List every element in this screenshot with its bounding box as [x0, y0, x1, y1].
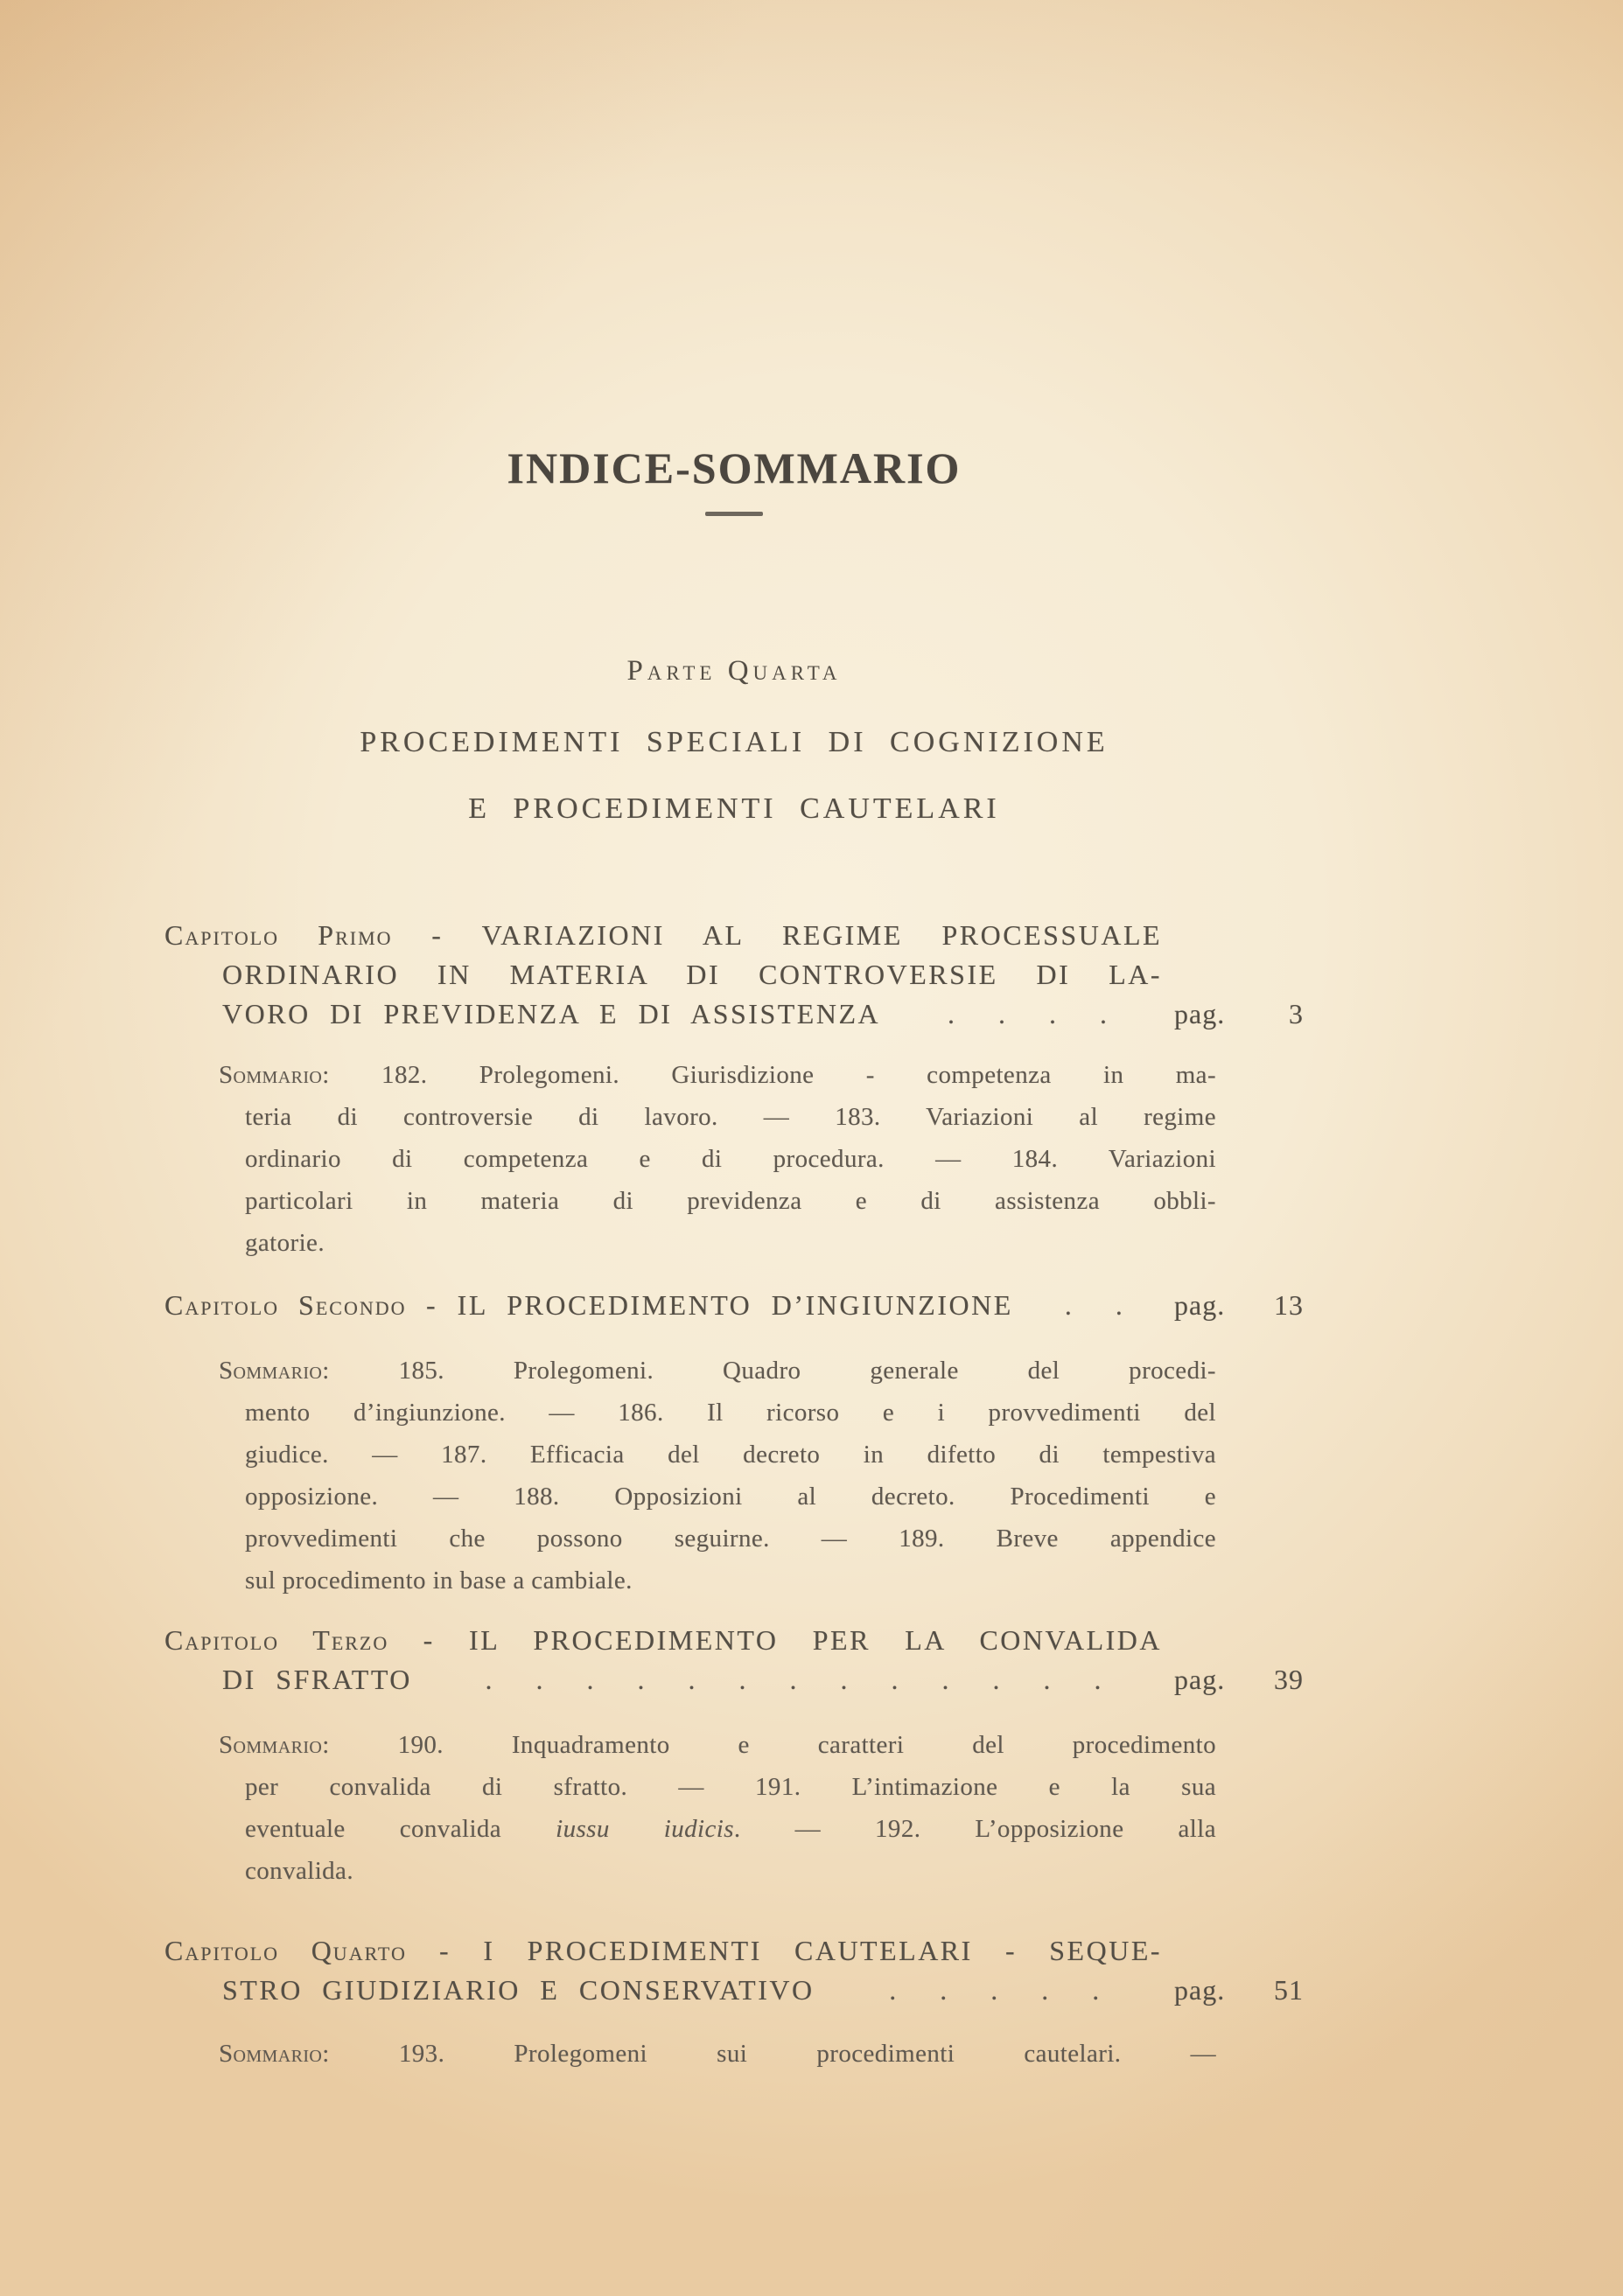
summary-line: [219, 1724, 1216, 1766]
summary-line: convalida.: [245, 1857, 353, 1885]
leader-dots: . .: [1064, 1289, 1123, 1321]
summary-line: mento d’ingiunzione. — 186. Il ricorso e i provvedimenti del: [245, 1399, 1216, 1427]
chapter-summary: [219, 1350, 1216, 1602]
chapter-entry-4: [164, 1931, 1304, 2075]
summary-line: [219, 1350, 1216, 1392]
summary-latin-phrase: iussu iudicis: [556, 1815, 734, 1843]
summary-line: per convalida di sfratto. — 191. L’intimazione e la sua: [245, 1773, 1216, 1801]
page-label: pag.: [1174, 1974, 1226, 2006]
chapter-summary: [219, 1724, 1216, 1892]
chapter-entry-2: [164, 1286, 1304, 1602]
chapter-heading-dotted-line: [164, 1971, 1304, 2010]
page-label: pag.: [1174, 998, 1226, 1029]
summary-text: . — 192. L’opposizione alla: [733, 1815, 1216, 1843]
summary-text: 193. Prolegomeni sui procedimenti cautelari. —: [398, 2040, 1217, 2068]
summary-line: giudice. — 187. Efficacia del decreto in difetto di tempestiva: [245, 1441, 1216, 1469]
chapter-heading-dotted-line: [164, 1286, 1304, 1325]
chapter-entry-3: [164, 1621, 1304, 1892]
summary-line: particolari in materia di previdenza e di assistenza obbli-: [245, 1187, 1216, 1215]
summary-line: gatorie.: [245, 1229, 325, 1257]
chapter-separator: -: [431, 919, 444, 951]
chapter-title-text: VARIAZIONI AL REGIME PROCESSUALE: [481, 919, 1163, 951]
chapter-title-text: DI SFRATTO: [222, 1664, 412, 1695]
chapter-title-text: Capitolo Secondo - IL PROCEDIMENTO D’INGIUNZIONE: [164, 1289, 1013, 1321]
summary-label: Sommario:: [219, 1731, 330, 1759]
part-title-line-2: E PROCEDIMENTI CAUTELARI: [468, 792, 1000, 825]
chapter-entry-1: [164, 916, 1304, 1264]
page-number: 51: [1274, 1974, 1304, 2006]
page-label: pag.: [1174, 1289, 1226, 1321]
summary-label: Sommario:: [219, 1061, 330, 1089]
summary-label: Sommario:: [219, 1357, 330, 1385]
chapter-heading-line: ORDINARIO IN MATERIA DI CONTROVERSIE DI LA-: [222, 959, 1162, 990]
chapter-heading-line: [164, 1931, 1162, 1971]
chapter-separator: -: [426, 1289, 438, 1321]
index-content: [164, 442, 1304, 2075]
page-label: pag.: [1174, 1664, 1226, 1695]
summary-line: [219, 2033, 1216, 2075]
chapter-label: Capitolo Quarto: [164, 1935, 407, 1966]
chapter-separator: -: [423, 1624, 435, 1656]
leader-dots: . . . .: [948, 998, 1108, 1029]
leader-dots: . . . . .: [889, 1974, 1100, 2006]
summary-line: [219, 1808, 1216, 1850]
chapter-summary: [219, 1054, 1216, 1264]
part-title-line-1: PROCEDIMENTI SPECIALI DI COGNIZIONE: [360, 726, 1109, 758]
chapter-title-text: STRO GIUDIZIARIO E CONSERVATIVO: [222, 1974, 815, 2006]
chapter-label: Capitolo Secondo: [164, 1289, 407, 1321]
summary-text: 182. Prolegomeni. Giurisdizione - competenza in ma-: [381, 1061, 1216, 1089]
page-number: 3: [1289, 998, 1304, 1029]
page-number: 13: [1274, 1289, 1304, 1321]
chapter-label: Capitolo Primo: [164, 919, 393, 951]
summary-line: provvedimenti che possono seguirne. — 189. Breve appendice: [245, 1525, 1216, 1553]
summary-text: 185. Prolegomeni. Quadro generale del procedi-: [398, 1357, 1216, 1385]
chapter-heading-dotted-line: [164, 1660, 1304, 1699]
chapter-heading-line: [164, 916, 1162, 955]
summary-line: opposizione. — 188. Opposizioni al decreto. Procedimenti e: [245, 1483, 1216, 1511]
chapter-heading-line: [164, 1621, 1162, 1660]
summary-label: Sommario:: [219, 2040, 330, 2068]
chapter-label: Capitolo Terzo: [164, 1624, 389, 1656]
summary-text: 190. Inquadramento e caratteri del procedimento: [397, 1731, 1216, 1759]
summary-line: teria di controversie di lavoro. — 183. Variazioni al regime: [245, 1103, 1216, 1131]
part-label: Parte Quarta: [626, 655, 842, 687]
summary-line: sul procedimento in base a cambiale.: [245, 1567, 633, 1595]
page-number: 39: [1274, 1664, 1304, 1695]
chapter-title-text: IL PROCEDIMENTO PER LA CONVALIDA: [469, 1624, 1163, 1656]
summary-line: ordinario di competenza e di procedura. — 184. Variazioni: [245, 1145, 1216, 1173]
title-divider: [705, 512, 763, 516]
chapter-summary: [219, 2033, 1216, 2075]
leader-dots: . . . . . . . . . . . . .: [485, 1664, 1102, 1695]
summary-line: [219, 1054, 1216, 1096]
chapter-separator: -: [439, 1935, 451, 1966]
page-title: INDICE-SOMMARIO: [507, 443, 962, 492]
chapter-title-text: VORO DI PREVIDENZA E DI ASSISTENZA: [222, 998, 881, 1029]
summary-text: eventuale convalida: [245, 1815, 556, 1843]
chapter-heading-dotted-line: [164, 994, 1304, 1034]
chapter-title-text: I PROCEDIMENTI CAUTELARI - SEQUE-: [483, 1935, 1163, 1966]
